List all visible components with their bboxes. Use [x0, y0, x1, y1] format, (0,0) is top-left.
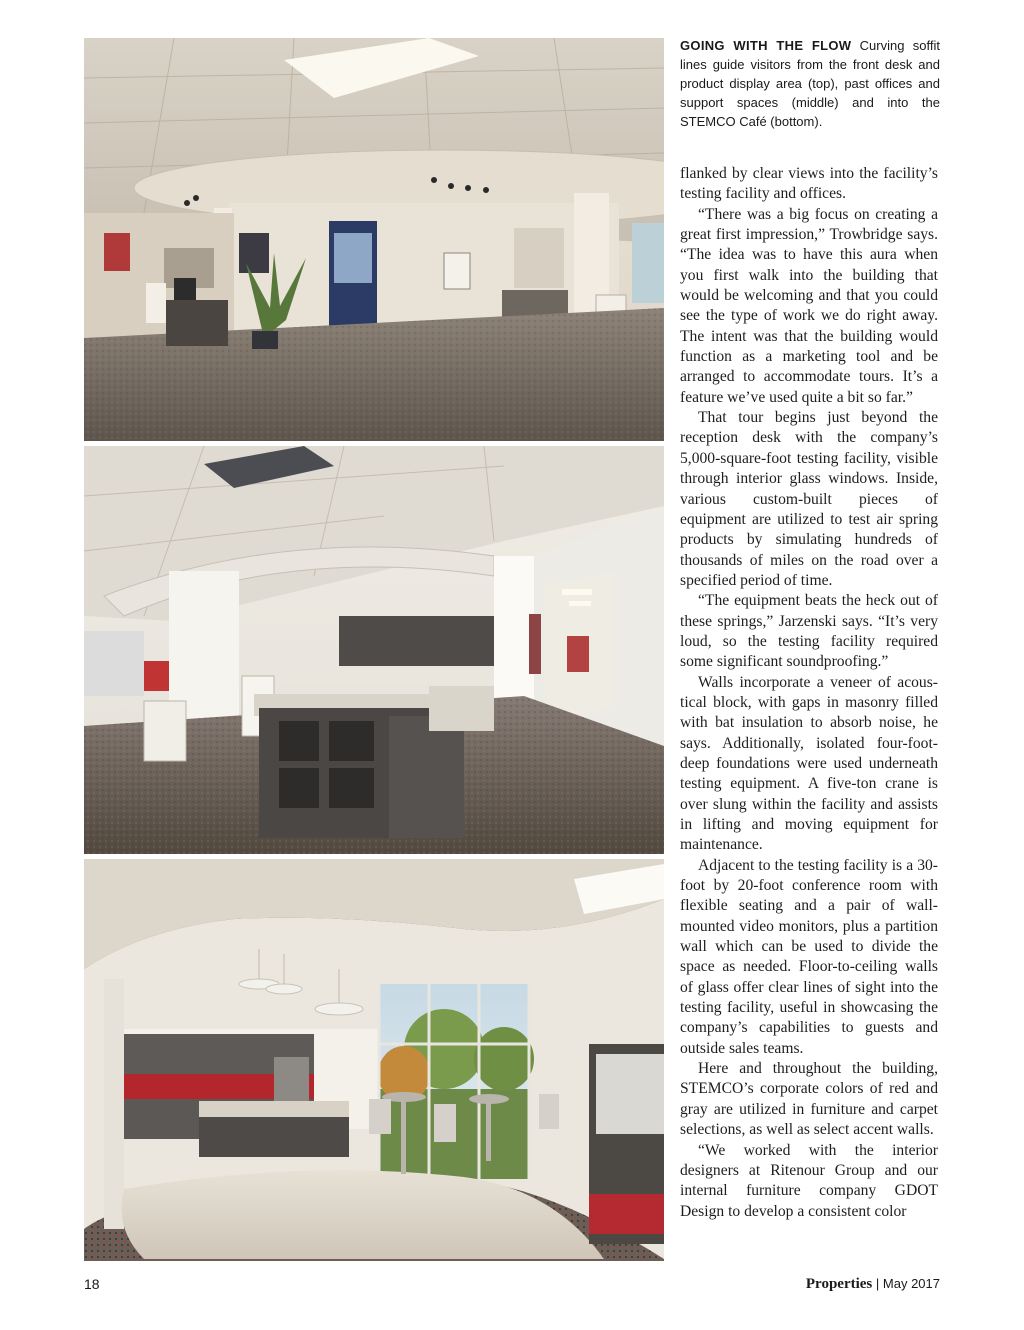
footer-separator: |: [875, 1276, 880, 1291]
photo-reception-area: [84, 38, 664, 441]
photo-office-corridor: [84, 446, 664, 854]
issue-date: May 2017: [882, 1276, 940, 1291]
photo-caption: [680, 36, 940, 131]
publication-name: Properties: [805, 1276, 873, 1292]
article-body: [680, 164, 938, 1222]
article-paragraph: Walls incorporate a veneer of acoustical block, with gaps in masonry filled with bat insulation to absorb noise, he says. Additionally, isolated four-foot-deep foundations were used underneath testing equipment. A five-ton crane is over slung within the facility and assists in lifting and moving equipment for maintenance.: [680, 673, 938, 854]
article-paragraph: flanked by clear views into the facility’s testing facility and offices.: [680, 165, 938, 203]
publication-footer: [806, 1276, 940, 1293]
article-paragraph: Here and throughout the building, STEMCO’s corporate colors of red and gray are utilized in furniture and carpet selections, as well as select accent walls.: [680, 1060, 938, 1139]
caption-text: Curving soffit lines guide visitors from the front desk and product display area (top), past offices and support spaces (middle) and into the STEMCO Café (bottom).: [680, 38, 940, 129]
article-paragraph: That tour begins just beyond the reception desk with the company’s 5,000-square-foot testing facility, visible through interior glass windows. Inside, various custom-built pieces of equipment are utilized to test air spring products by simulating hundreds of thousands of miles on the road over a specified period of time.: [680, 409, 938, 589]
article-paragraph: “There was a big focus on creating a great first impression,” Trowbridge says. “The idea was to have this aura when you first walk into the building that would be welcoming and that you could see the type of work we do right away. The intent was that the building would function as a marketing tool and be arranged to accommodate tours. It’s a feature we’ve used quite a bit so far.”: [680, 205, 938, 406]
page-number: 18: [84, 1276, 100, 1292]
article-paragraph: “The equipment beats the heck out of these springs,” Jarzenski says. “It’s very loud, so the testing facility required some significant soundproofing.”: [680, 592, 938, 671]
caption-lead: GOING WITH THE FLOW: [680, 38, 852, 53]
article-paragraph: Adjacent to the testing facility is a 30-foot by 20-foot conference room with flexible seating and a pair of wall-mounted video monitors, plus a partition wall which can be used to divide the space as needed. Floor-to-ceiling walls of glass offer clear lines of sight into the testing facility, useful in showcasing the company’s capabilities to guests and outside sales teams.: [680, 856, 938, 1057]
photo-stemco-cafe: [84, 859, 664, 1261]
article-paragraph: “We worked with the interior designers at Ritenour Group and our internal furniture company GDOT Design to develop a consistent color: [680, 1141, 938, 1220]
